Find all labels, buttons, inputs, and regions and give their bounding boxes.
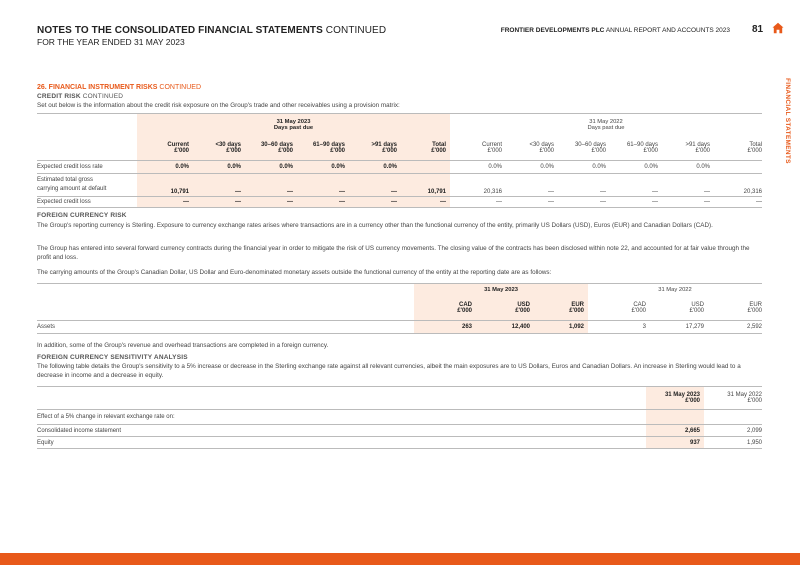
page-number: 81 xyxy=(752,24,764,35)
col-header: <30 days £'000 xyxy=(502,136,554,161)
credit-group-header-row xyxy=(37,114,762,137)
col-header: 31 May 2022 £'000 xyxy=(704,387,762,410)
footer-bar xyxy=(0,553,800,565)
fx-paragraph-3: The carrying amounts of the Group's Canadian Dollar, US Dollar and Euro-denominated monetary assets outside the functional currency of the entity at the reporting date are as follows: xyxy=(37,269,552,276)
table-row: Equity 937 1,950 xyxy=(37,437,762,449)
report-header xyxy=(501,27,730,34)
table-row: Expected credit loss rate 0.0% 0.0% 0.0% 0.0% 0.0% 0.0% 0.0% 0.0% 0.0% 0.0% xyxy=(37,161,762,174)
row-label: Expected credit loss xyxy=(37,197,137,208)
fx-paragraph-1: The Group's reporting currency is Sterling. Exposure to currency exchange rates arises where transactions are in a currency other than the functional currency of the entity, primarily US Dollars (USD), Euros (EUR) and Canadian Dollars (CAD). xyxy=(37,222,713,229)
title-continued: CONTINUED xyxy=(325,25,387,36)
fx-group-header-row xyxy=(37,284,762,297)
row-label: Estimated total gross carrying amount at default xyxy=(37,174,137,197)
col-header: 61–90 days £'000 xyxy=(606,136,658,161)
col-header: EUR £'000 xyxy=(704,296,762,321)
group-2023-header: 31 May 2023 Days past due xyxy=(137,114,450,137)
col-header: Total £'000 xyxy=(397,136,450,161)
row-label: Equity xyxy=(37,437,646,449)
credit-col-header-row xyxy=(37,136,762,161)
table-row: Assets 263 12,400 1,092 3 17,279 2,592 xyxy=(37,321,762,334)
fx-paragraph-2: The Group has entered into several forward currency contracts during the financial year in order to mitigate the risk of US currency movements. The closing value of the contracts has been disclosed within note 22, and accounted for at fair value through the profit and loss. xyxy=(37,245,750,261)
col-header: Current £'000 xyxy=(450,136,502,161)
section-heading: 26. FINANCIAL INSTRUMENT RISKS CONTINUED xyxy=(37,84,202,91)
fx-paragraph-4: In addition, some of the Group's revenue and overhead transactions are completed in a foreign currency. xyxy=(37,342,329,349)
group-2022-header: 31 May 2022 Days past due xyxy=(450,114,762,137)
sensitivity-paragraph: The following table details the Group's sensitivity to a 5% increase or decrease in the Sterling exchange rate against all relevant currencies, albeit the main exposures are to US Dollars, Euros and Canadian Dollars. An increase in Sterling would lead to a decrease in income and a decrease in equity. xyxy=(37,363,741,379)
col-header: USD £'000 xyxy=(472,296,530,321)
col-header: CAD £'000 xyxy=(588,296,646,321)
foreign-currency-heading: FOREIGN CURRENCY RISK xyxy=(37,212,127,219)
company-name: FRONTIER DEVELOPMENTS PLC xyxy=(500,27,605,34)
table-row: Expected credit loss — — — — — — — — — — — — xyxy=(37,197,762,208)
col-header: 30–60 days £'000 xyxy=(241,136,293,161)
col-header: Current £'000 xyxy=(137,136,189,161)
col-header: 30–60 days £'000 xyxy=(554,136,606,161)
fx-col-header-row xyxy=(37,296,762,321)
col-header: >91 days £'000 xyxy=(658,136,710,161)
sens-caption-row xyxy=(37,410,762,425)
table-row: Estimated total gross carrying amount at default 10,791 — — — — 10,791 20,316 — — — — 20,316 xyxy=(37,174,762,197)
credit-risk-heading: CREDIT RISK CONTINUED xyxy=(37,93,124,100)
col-header: 61–90 days £'000 xyxy=(293,136,345,161)
sensitivity-caption: Effect of a 5% change in relevant exchange rate on: xyxy=(37,410,646,425)
col-header: >91 days £'000 xyxy=(345,136,397,161)
col-header: USD £'000 xyxy=(646,296,704,321)
col-header: <30 days £'000 xyxy=(189,136,241,161)
col-header: 31 May 2023 £'000 xyxy=(646,387,704,410)
credit-risk-table xyxy=(37,113,762,208)
fx-assets-table xyxy=(37,283,762,334)
row-label: Expected credit loss rate xyxy=(37,161,137,174)
row-label: Assets xyxy=(37,321,414,334)
credit-risk-intro: Set out below is the information about the credit risk exposure on the Group's trade and other receivables using a provision matrix: xyxy=(37,102,400,109)
col-header: Total £'000 xyxy=(710,136,762,161)
sens-header-row xyxy=(37,387,762,410)
row-label: Consolidated income statement xyxy=(37,425,646,437)
col-header: CAD £'000 xyxy=(414,296,472,321)
sensitivity-table xyxy=(37,386,762,449)
report-name: ANNUAL REPORT AND ACCOUNTS 2023 xyxy=(605,27,730,34)
group-2023-header: 31 May 2023 xyxy=(414,284,588,297)
page-title: NOTES TO THE CONSOLIDATED FINANCIAL STATEMENTS CONTINUED xyxy=(37,25,387,36)
home-icon[interactable] xyxy=(772,22,784,34)
page-subtitle: FOR THE YEAR ENDED 31 MAY 2023 xyxy=(37,37,185,47)
side-section-tab[interactable]: FINANCIAL STATEMENTS xyxy=(784,78,791,164)
group-2022-header: 31 May 2022 xyxy=(588,284,762,297)
table-row: Consolidated income statement 2,665 2,099 xyxy=(37,425,762,437)
sensitivity-heading: FOREIGN CURRENCY SENSITIVITY ANALYSIS xyxy=(37,354,188,361)
col-header: EUR £'000 xyxy=(530,296,588,321)
